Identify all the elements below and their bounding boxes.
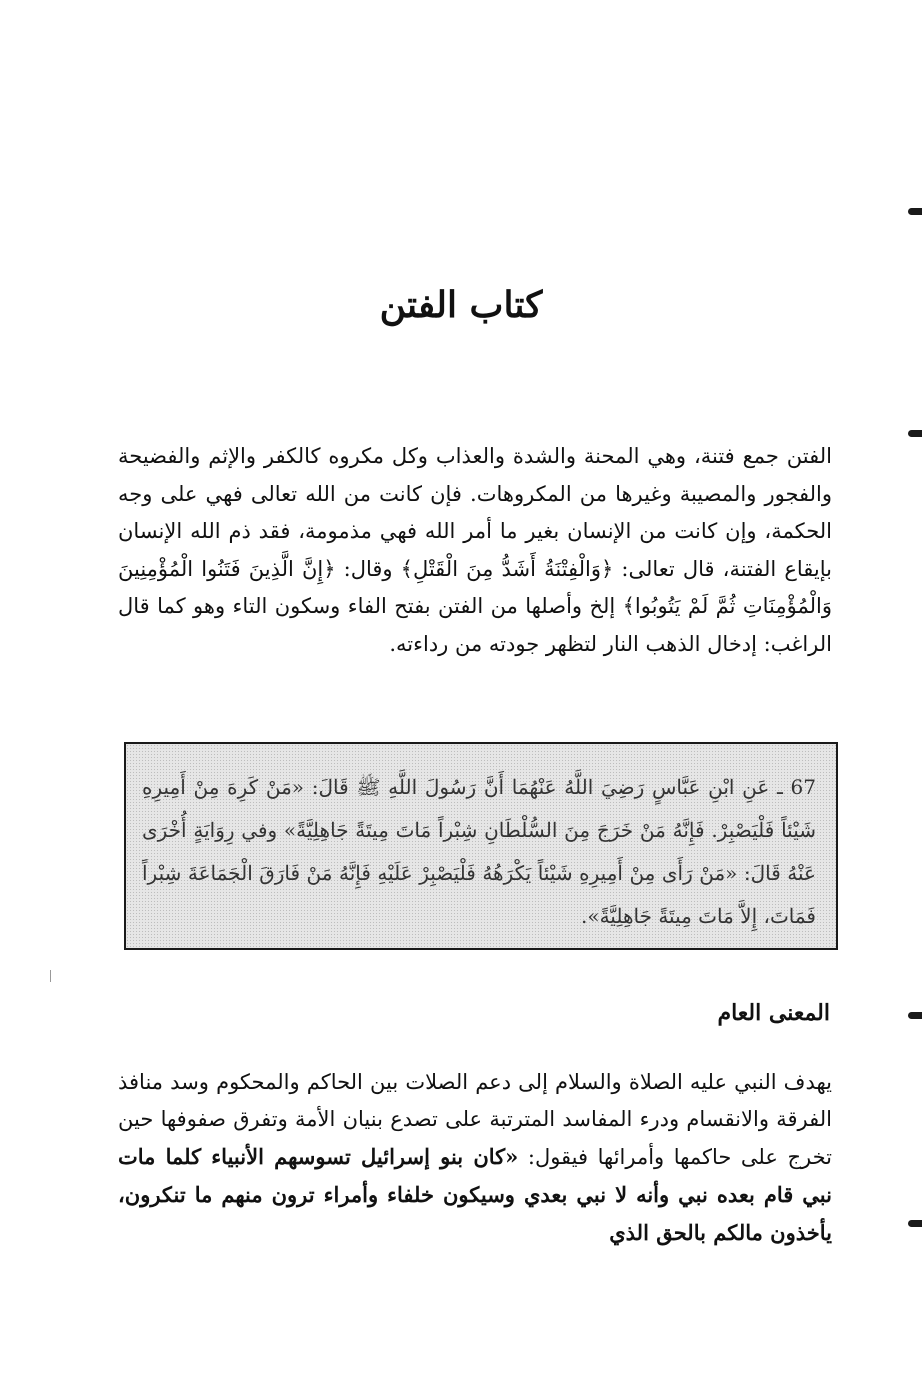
page-edge-mark [908,208,922,215]
page-edge-mark [908,1220,922,1227]
page-edge-mark [908,1012,922,1019]
meaning-paragraph [118,1064,832,1252]
hadith-body: ـ عَنِ ابْنِ عَبَّاسٍ رَضِيَ اللَّهُ عَنْهُمَا أَنَّ رَسُولَ اللَّهِ ﷺ قَالَ: «مَنْ كَرِهَ مِنْ أَمِيرِهِ شَيْئاً فَلْيَصْبِرْ. فَإِنَّهُ مَنْ خَرَجَ مِنَ السُّلْطَانِ شِبْراً مَاتَ مِيتَةً جَاهِلِيَّةً» وفي رِوَايَةٍ أُخْرَى عَنْهُ قَالَ: «مَنْ رَأَى مِنْ أَمِيرِهِ شَيْئاً يَكْرَهُهُ فَلْيَصْبِرْ عَلَيْهِ فَإِنَّهُ مَنْ فَارَقَ الْجَمَاعَةَ شِبْراً فَمَاتَ، إِلاَّ مَاتَ مِيتَةً جَاهِلِيَّةً». [142,775,816,928]
section-heading: المعنى العام [717,1000,830,1026]
scan-mark [50,970,51,982]
hadith-number: 67 [790,775,816,799]
meaning-text: يهدف النبي عليه الصلاة والسلام إلى دعم الصلات بين الحاكم والمحكوم وسد منافذ الفرقة والانقسام ودرء المفاسد المترتبة على تصدع بنيان الأمة وتفرق صفوفها حين تخرج على حاكمها وأمرائها فيقول: [118,1070,833,1169]
intro-paragraph: الفتن جمع فتنة، وهي المحنة والشدة والعذاب وكل مكروه كالكفر والإثم والفضيحة والفجور والمصيبة وغيرها من المكروهات. فإن كانت من الله تعالى فهي على وجه الحكمة، وإن كانت من الإنسان بغير ما أمر الله فهي مذمومة، فقد ذم الله الإنسان بإيقاع الفتنة، قال تعالى: ﴿وَالْفِتْنَةُ أَشَدُّ مِنَ الْقَتْلِ﴾ وقال: ﴿إِنَّ الَّذِينَ فَتَنُوا الْمُؤْمِنِينَ وَالْمُؤْمِنَاتِ ثُمَّ لَمْ يَتُوبُوا﴾ إلخ وأصلها من الفتن بفتح الفاء وسكون التاء وهو كما قال الراغب: إدخال الذهب النار لتظهر جودته من رداءته. [118,444,832,656]
meaning-quote: «كان بنو إسرائيل تسوسهم الأنبياء كلما مات نبي قام بعده نبي وأنه لا نبي بعدي وسيكون خلفاء وأمراء ترون منهم ما تنكرون، يأخذون مالكم بالحق الذي [118,1144,832,1245]
hadith-text [142,766,816,938]
page-title: كتاب الفتن [379,284,543,326]
page-edge-mark [908,430,922,437]
hadith-box [124,742,838,950]
